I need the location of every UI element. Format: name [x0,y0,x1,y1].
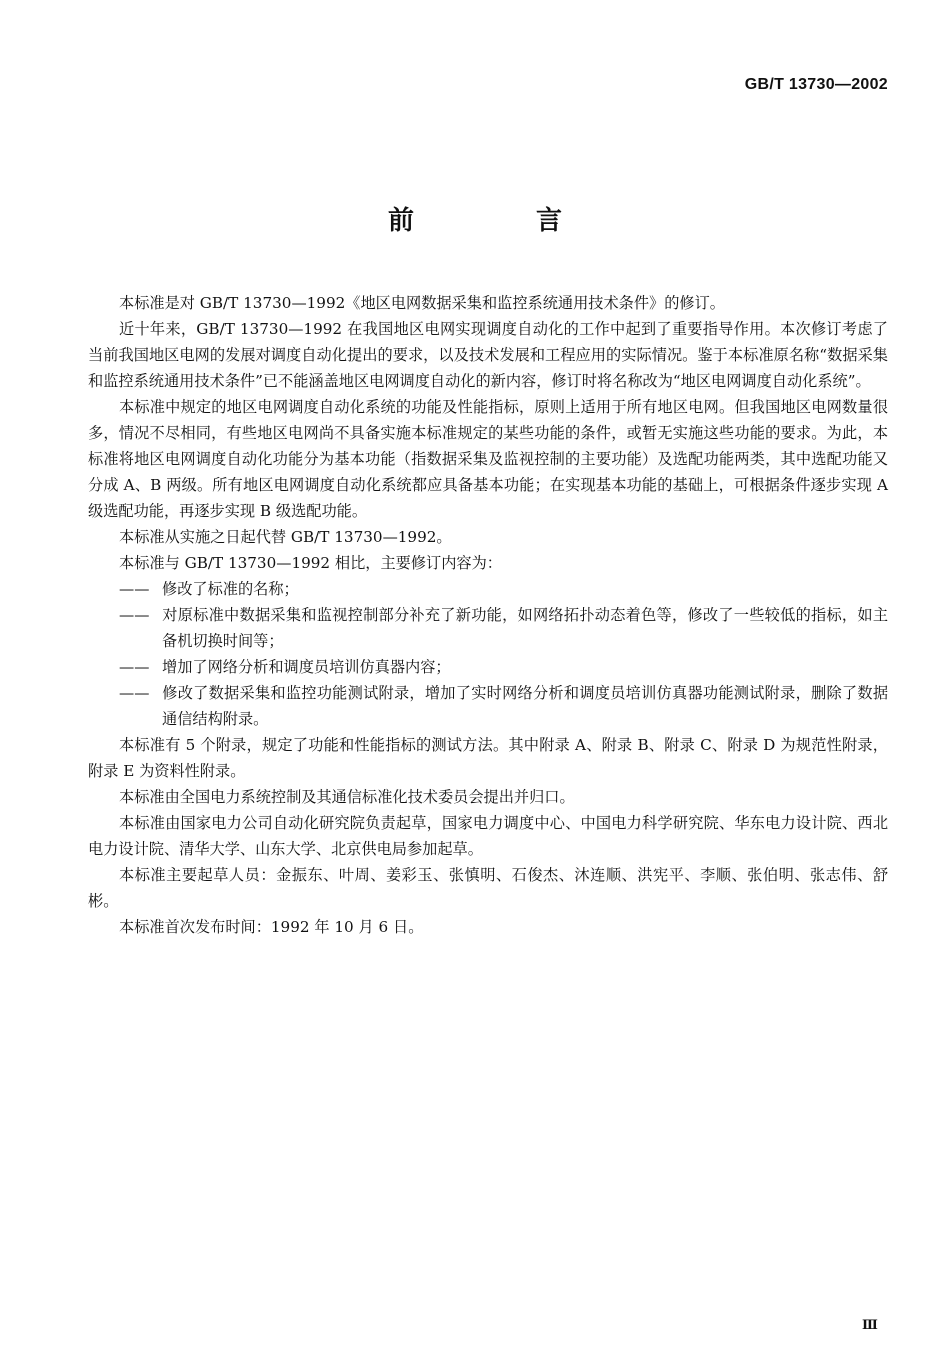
list-dash: —— [119,606,150,624]
paragraph: 本标准首次发布时间：1992 年 10 月 6 日。 [119,918,424,936]
list-item [88,680,888,732]
paragraph: 近十年来，GB/T 13730—1992 在我国地区电网实现调度自动化的工作中起到了重要指导作用。本次修订考虑了当前我国地区电网的发展对调度自动化提出的要求，以及技术发展和工程应用的实际情况。鉴于本标准原名称“数据采集和监控系统通用技术条件”已不能涵盖地区电网调度自动化的新内容，修订时将名称改为“地区电网调度自动化系统”。 [88,320,888,390]
page-number: Ⅲ [862,1318,878,1333]
list-dash: —— [119,580,150,598]
list-item [88,576,888,602]
paragraph: 本标准由国家电力公司自动化研究院负责起草，国家电力调度中心、中国电力科学研究院、华东电力设计院、西北电力设计院、清华大学、山东大学、北京供电局参加起草。 [88,814,888,858]
page-title: 前 言 [387,206,610,236]
paragraph: 本标准中规定的地区电网调度自动化系统的功能及性能指标，原则上适用于所有地区电网。但我国地区电网数量很多，情况不尽相同，有些地区电网尚不具备实施本标准规定的某些功能的条件，或暂无实施这些功能的要求。为此，本标准将地区电网调度自动化功能分为基本功能（指数据采集及监视控制的主要功能）及选配功能两类，其中选配功能又分成 A、B 两级。所有地区电网调度自动化系统都应具备基本功能；在实现基本功能的基础上，可根据条件逐步实现 A 级选配功能，再逐步实现 B 级选配功能。 [88,398,888,520]
paragraph: 本标准由全国电力系统控制及其通信标准化技术委员会提出并归口。 [119,788,575,806]
list-item-text: 对原标准中数据采集和监视控制部分补充了新功能，如网络拓扑动态着色等，修改了一些较低的指标，如主备机切换时间等； [162,606,888,650]
list-item-text: 修改了数据采集和监控功能测试附录，增加了实时网络分析和调度员培训仿真器功能测试附录，删除了数据通信结构附录。 [162,684,888,728]
paragraph: 本标准与 GB/T 13730—1992 相比，主要修订内容为： [119,554,502,572]
paragraph: 本标准从实施之日起代替 GB/T 13730—1992。 [119,528,452,546]
list-item-text: 修改了标准的名称； [162,580,299,598]
paragraph: 本标准有 5 个附录，规定了功能和性能指标的测试方法。其中附录 A、附录 B、附录 C、附录 D 为规范性附录，附录 E 为资料性附录。 [88,736,888,780]
paragraph: 本标准是对 GB/T 13730—1992《地区电网数据采集和监控系统通用技术条件》的修订。 [119,294,725,312]
foreword-body [88,290,888,940]
list-dash: —— [119,684,150,702]
standard-code: GB/T 13730—2002 [744,76,888,93]
list-item [88,602,888,654]
list-item [88,654,888,680]
list-item-text: 增加了网络分析和调度员培训仿真器内容； [162,658,451,676]
paragraph: 本标准主要起草人员：金振东、叶周、姜彩玉、张慎明、石俊杰、沐连顺、洪宪平、李顺、张伯明、张志伟、舒彬。 [88,866,888,910]
list-dash: —— [119,658,150,676]
